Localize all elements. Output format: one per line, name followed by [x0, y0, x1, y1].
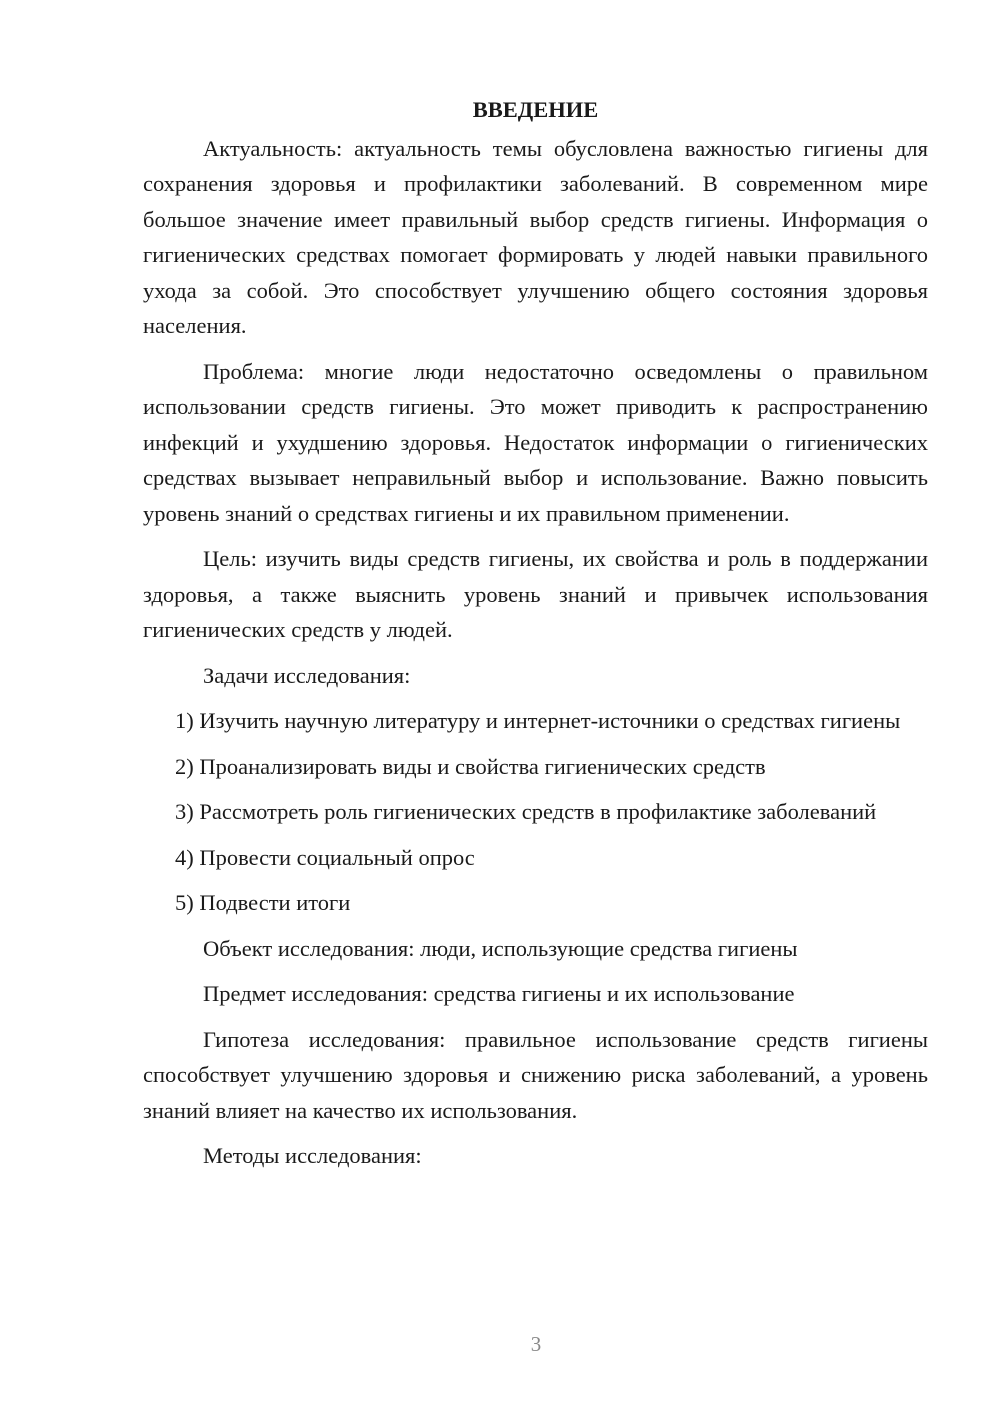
problem-paragraph: Проблема: многие люди недостаточно осведомлены о правильном использовании средств гигиены. Это может приводить к распространению инфекций и ухудшению здоровья. Недостаток информации о гигиенических средствах вызывает неправильный выбор и использование. Важно повысить уровень знаний о средствах гигиены и их правильном применении. — [143, 358, 928, 526]
page-number: 3 — [530, 1332, 542, 1356]
research-hypothesis: Гипотеза исследования: правильное использование средств гигиены способствует улучшению здоровья и снижению риска заболеваний, а уровень знаний влияет на качество их использования. — [143, 1026, 928, 1123]
research-object: Объект исследования: люди, использующие средства гигиены — [203, 935, 798, 961]
task-item-1: 1) Изучить научную литературу и интернет-источники о средствах гигиены — [175, 708, 901, 733]
methods-heading: Методы исследования: — [203, 1143, 422, 1168]
tasks-heading: Задачи исследования: — [203, 662, 411, 688]
task-item-4: 4) Провести социальный опрос — [175, 844, 475, 870]
task-item-5: 5) Подвести итоги — [175, 890, 351, 915]
page-content — [143, 92, 928, 1184]
task-item-2: 2) Проанализировать виды и свойства гигиенических средств — [175, 753, 766, 779]
relevance-paragraph: Актуальность: актуальность темы обусловлена важностью гигиены для сохранения здоровья и профилактики заболеваний. В современном мире большое значение имеет правильный выбор средств гигиены. Информация о гигиенических средствах помогает формировать у людей навыки правильного ухода за собой. Это способствует улучшению общего состояния здоровья населения. — [143, 135, 928, 338]
section-title: ВВЕДЕНИЕ — [472, 97, 599, 122]
goal-paragraph: Цель: изучить виды средств гигиены, их свойства и роль в поддержании здоровья, а также выяснить уровень знаний и привычек использования гигиенических средств у людей. — [143, 546, 928, 642]
research-subject: Предмет исследования: средства гигиены и их использование — [203, 981, 795, 1006]
task-item-3: 3) Рассмотреть роль гигиенических средств в профилактике заболеваний — [175, 799, 877, 824]
